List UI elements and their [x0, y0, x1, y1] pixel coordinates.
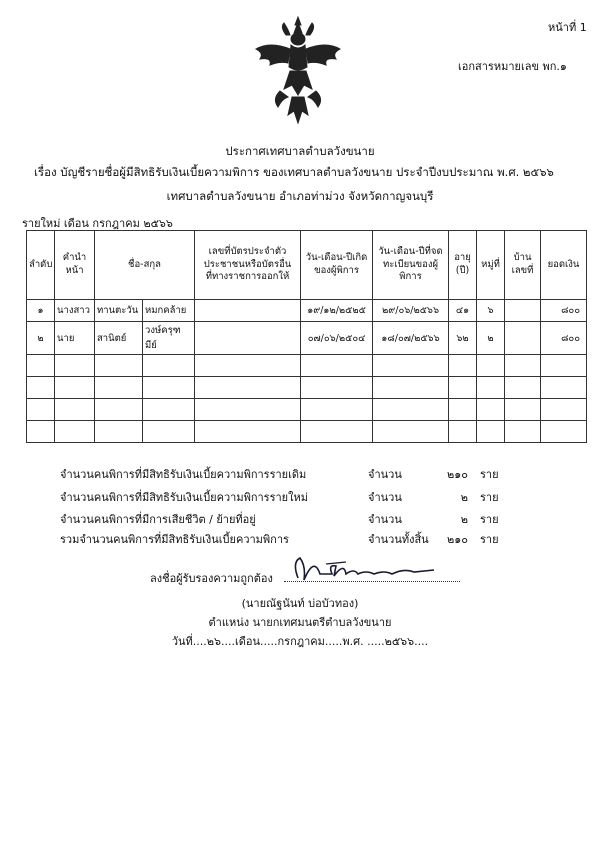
- summary-existing-label: จำนวนคนพิการที่มีสิทธิรับเงินเบี้ยความพิการรายเดิม: [60, 468, 307, 481]
- cell-amount: ๘๐๐: [541, 300, 587, 322]
- col-header-age: อายุ (ปี): [449, 231, 477, 300]
- cell-age: ๖๒: [449, 322, 477, 355]
- signature-date: วันที่....๒๖....เดือน.....กรกฎาคม.....พ.ศ. .....๒๕๖๖....: [171, 635, 429, 648]
- garuda-emblem-icon: [250, 15, 346, 127]
- table-row-empty: [27, 355, 587, 377]
- table-row-empty: [27, 377, 587, 399]
- cell-first-name: สานิตย์: [95, 322, 143, 355]
- col-header-registration-date: วัน-เดือน-ปีที่จดทะเบียนของผู้พิการ: [373, 231, 449, 300]
- summary-new-label: จำนวนคนพิการที่มีสิทธิรับเงินเบี้ยความพิการรายใหม่: [60, 491, 308, 504]
- cell-house-number: [505, 300, 541, 322]
- announcement-municipality: เทศบาลตำบลวังขนาย อำเภอท่าม่วง จังหวัดกาญจนบุรี: [166, 189, 434, 203]
- cell-house-number: [505, 322, 541, 355]
- table-row-empty: [27, 399, 587, 421]
- page-number: หน้าที่ 1: [548, 21, 587, 34]
- cell-title: นางสาว: [55, 300, 95, 322]
- cell-last-name: หมกคล้าย: [143, 300, 195, 322]
- signer-name: (นายณัฐนันท์ บ่อบัวทอง): [241, 597, 359, 610]
- handwritten-signature: [288, 552, 438, 586]
- col-header-title: คำนำหน้า: [55, 231, 95, 300]
- summary-total-unit: ราย: [480, 533, 499, 546]
- summary-existing-word: จำนวน: [368, 468, 402, 481]
- summary-new-unit: ราย: [480, 491, 499, 504]
- summary-total-word: จำนวนทั้งสิ้น: [368, 533, 429, 546]
- cell-id-card: [195, 300, 301, 322]
- cell-amount: ๘๐๐: [541, 322, 587, 355]
- recipients-table: [26, 230, 587, 443]
- col-header-name: ชื่อ-สกุล: [95, 231, 195, 300]
- summary-existing-value: ๒๑๐: [447, 468, 468, 481]
- new-recipients-label: รายใหม่ เดือน กรกฎาคม ๒๕๖๖: [22, 217, 173, 230]
- cell-registration-date: ๑๘/๐๗/๒๕๖๖: [373, 322, 449, 355]
- summary-new-word: จำนวน: [368, 491, 402, 504]
- summary-total-value: ๒๑๐: [447, 533, 468, 546]
- signature-label: ลงชื่อผู้รับรองความถูกต้อง: [150, 572, 273, 585]
- summary-removed-unit: ราย: [480, 513, 499, 526]
- table-row: [27, 322, 587, 355]
- cell-birth-date: ๑๙/๑๒/๒๕๒๕: [301, 300, 373, 322]
- summary-removed-label: จำนวนคนพิการที่มีการเสียชีวิต / ย้ายที่อยู่: [60, 513, 256, 526]
- summary-removed-value: ๒: [460, 513, 468, 526]
- table-row-empty: [27, 421, 587, 443]
- cell-title: นาย: [55, 322, 95, 355]
- document-number: เอกสารหมายเลข พก.๑: [458, 60, 567, 73]
- announcement-subject: เรื่อง บัญชีรายชื่อผู้มีสิทธิรับเงินเบี้ยความพิการ ของเทศบาลตำบลวังขนาย ประจำปีงบประมาณ พ.ศ. ๒๕๖๖: [34, 165, 554, 179]
- col-header-amount: ยอดเงิน: [541, 231, 587, 300]
- col-header-id-card: เลขที่บัตรประจำตัวประชาชนหรือบัตรอื่นที่ทางราชการออกให้: [195, 231, 301, 300]
- announcement-title: ประกาศเทศบาลตำบลวังขนาย: [225, 144, 375, 158]
- table-row: [27, 300, 587, 322]
- cell-last-name: วงษ์ครุฑมีย์: [143, 322, 195, 355]
- col-header-order: ลำดับ: [27, 231, 55, 300]
- cell-village: ๒: [477, 322, 505, 355]
- signer-position: ตำแหน่ง นายกเทศมนตรีตำบลวังขนาย: [208, 616, 392, 629]
- cell-order: ๒: [27, 322, 55, 355]
- table-header-row: [27, 231, 587, 300]
- col-header-house-number: บ้านเลขที่: [505, 231, 541, 300]
- cell-village: ๖: [477, 300, 505, 322]
- cell-birth-date: ๐๗/๐๖/๒๕๐๔: [301, 322, 373, 355]
- col-header-birth-date: วัน-เดือน-ปีเกิดของผู้พิการ: [301, 231, 373, 300]
- cell-age: ๔๑: [449, 300, 477, 322]
- col-header-village: หมู่ที่: [477, 231, 505, 300]
- summary-total-label: รวมจำนวนคนพิการที่มีสิทธิรับเงินเบี้ยความพิการ: [60, 533, 289, 546]
- cell-registration-date: ๒๙/๐๖/๒๕๖๖: [373, 300, 449, 322]
- summary-new-value: ๒: [460, 491, 468, 504]
- cell-order: ๑: [27, 300, 55, 322]
- cell-id-card: [195, 322, 301, 355]
- summary-removed-word: จำนวน: [368, 513, 402, 526]
- summary-existing-unit: ราย: [480, 468, 499, 481]
- cell-first-name: ทานตะวัน: [95, 300, 143, 322]
